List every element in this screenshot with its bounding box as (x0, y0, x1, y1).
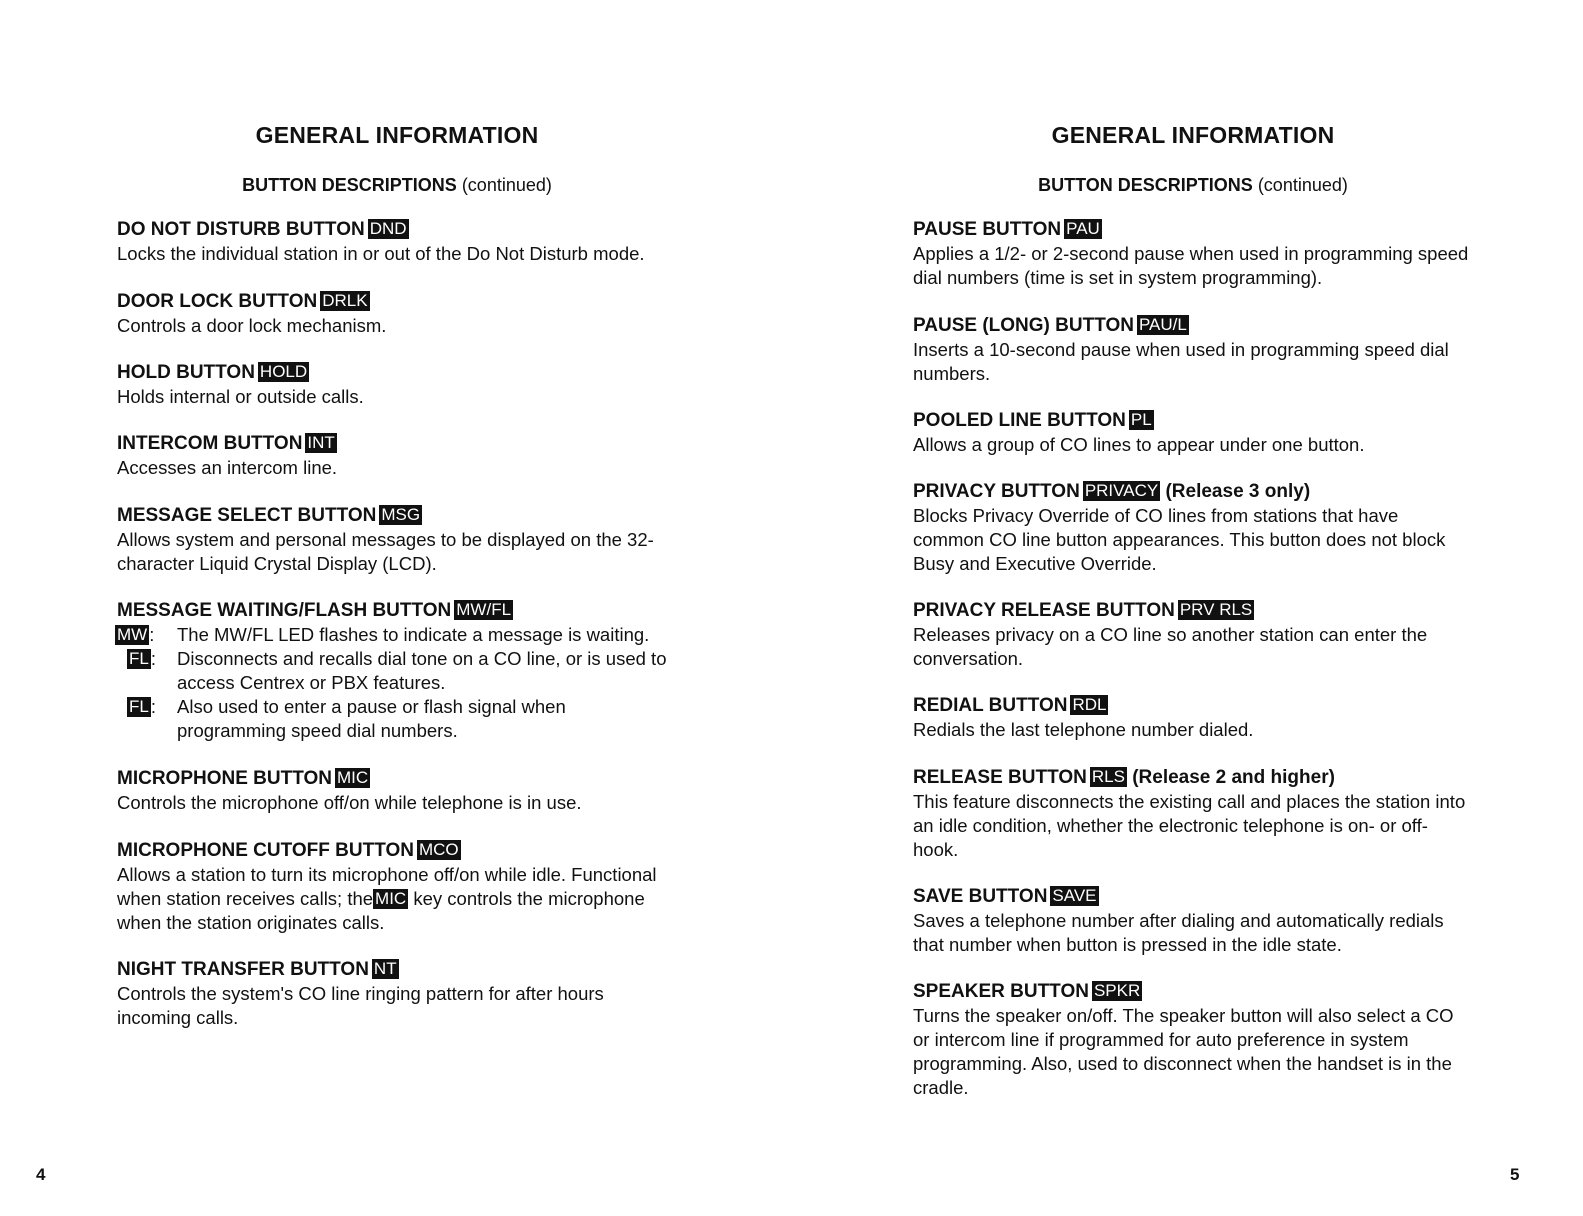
entry-do-not-disturb: DO NOT DISTURB BUTTON DND Locks the individual station in or out of the Do Not Disturb mode. (117, 219, 645, 264)
save-key-icon: SAVE (1052, 886, 1097, 905)
entry-pause: PAUSE BUTTON PAU Applies a 1/2- or 2-second pause when used in programming speed dial numbers (time is set in system programming). (913, 219, 1469, 288)
mic-key-icon: MIC (336, 768, 369, 787)
entry-speaker: SPEAKER BUTTON SPKR Turns the speaker on/off. The speaker button will also select a CO or intercom line if programmed for auto preference in system programming. Also, used to disconnect when the handset is in the cradle. (913, 981, 1454, 1098)
entry-pause-long: PAUSE (LONG) BUTTON PAU/L Inserts a 10-second pause when used in programming speed dial numbers. (913, 315, 1449, 384)
fl-key-icon: FL (129, 697, 149, 716)
entry-privacy-release: PRIVACY RELEASE BUTTON PRV RLS Releases privacy on a CO line so another station can enter the conversation. (913, 600, 1428, 669)
section-subtitle: BUTTON DESCRIPTIONS (continued) (242, 175, 552, 195)
entry-night-transfer: NIGHT TRANSFER BUTTON NT Controls the system's CO line ringing pattern for after hours incoming calls. (117, 959, 604, 1028)
entry-save: SAVE BUTTON SAVE Saves a telephone number after dialing and automatically redials that number when button is pressed in the idle state. (913, 886, 1444, 955)
page-title: GENERAL INFORMATION (1051, 122, 1335, 148)
entry-redial: REDIAL BUTTON RDL Redials the last telephone number dialed. (913, 695, 1254, 740)
prv-rls-key-icon: PRV RLS (1179, 600, 1253, 619)
msg-key-icon: MSG (381, 505, 421, 524)
nt-key-icon: NT (373, 959, 397, 978)
entry-microphone-cutoff: MICROPHONE CUTOFF BUTTON MCO Allows a station to turn its microphone off/on while idle. Functional when station receives calls; the MIC key controls the microphone when the station originates calls. (117, 840, 657, 933)
mw-key-icon: MW (117, 625, 148, 644)
privacy-key-icon: PRIVACY (1084, 481, 1159, 500)
mwfl-key-icon: MW/FL (456, 600, 512, 619)
fl-pause-description: FL : Also used to enter a pause or flash signal when programming speed dial numbers. (129, 696, 566, 741)
entry-hold: HOLD BUTTON HOLD Holds internal or outside calls. (117, 362, 364, 407)
int-key-icon: INT (307, 433, 335, 452)
entry-message-select: MESSAGE SELECT BUTTON MSG Allows system and personal messages to be displayed on the 32-character Liquid Crystal Display (LCD). (117, 505, 654, 574)
page-number-right: 5 (1510, 1165, 1520, 1184)
entry-release: RELEASE BUTTON RLS (Release 2 and higher) This feature disconnects the existing call and places the station into an idle condition, whether the electronic telephone is on- or off-hook. (913, 767, 1466, 860)
spkr-key-icon: SPKR (1093, 981, 1141, 1000)
hold-key-icon: HOLD (259, 362, 308, 381)
rls-key-icon: RLS (1091, 767, 1125, 786)
mw-description: MW : The MW/FL LED flashes to indicate a message is waiting. (117, 624, 650, 645)
paul-key-icon: PAU/L (1138, 315, 1187, 334)
page-number-left: 4 (36, 1165, 46, 1184)
pl-key-icon: PL (1130, 410, 1152, 429)
drlk-key-icon: DRLK (322, 291, 368, 310)
dnd-key-icon: DND (369, 219, 407, 238)
entry-message-waiting-flash: MESSAGE WAITING/FLASH BUTTON MW/FL MW : The MW/FL LED flashes to indicate a message is waiting. FL : Disconnects and recalls dial tone on a CO line, or is used to access Centrex or PBX features. FL : Also used to enter a pause or flash signal when programming speed dial numbers. (117, 599, 677, 743)
mic-key-icon: MIC (375, 889, 407, 908)
entry-pooled-line: POOLED LINE BUTTON PL Allows a group of CO lines to appear under one button. (913, 410, 1365, 455)
entry-microphone: MICROPHONE BUTTON MIC Controls the microphone off/on while telephone is in use. (117, 768, 582, 813)
fl-key-icon: FL (129, 649, 149, 668)
entry-intercom: INTERCOM BUTTON INT Accesses an intercom line. (117, 433, 338, 478)
entry-door-lock: DOOR LOCK BUTTON DRLK Controls a door lock mechanism. (117, 291, 387, 336)
pau-key-icon: PAU (1066, 219, 1100, 238)
section-subtitle: BUTTON DESCRIPTIONS (continued) (1038, 175, 1348, 195)
mco-key-icon: MCO (418, 840, 459, 859)
fl-description: FL : Disconnects and recalls dial tone on a CO line, or is used to access Centrex or PBX features. (129, 648, 667, 693)
page-title: GENERAL INFORMATION (255, 122, 539, 148)
entry-privacy: PRIVACY BUTTON PRIVACY (Release 3 only) Blocks Privacy Override of CO lines from stations that have common CO line button appearances. This button does not block Busy and Executive Override. (913, 481, 1446, 574)
rdl-key-icon: RDL (1072, 695, 1107, 714)
